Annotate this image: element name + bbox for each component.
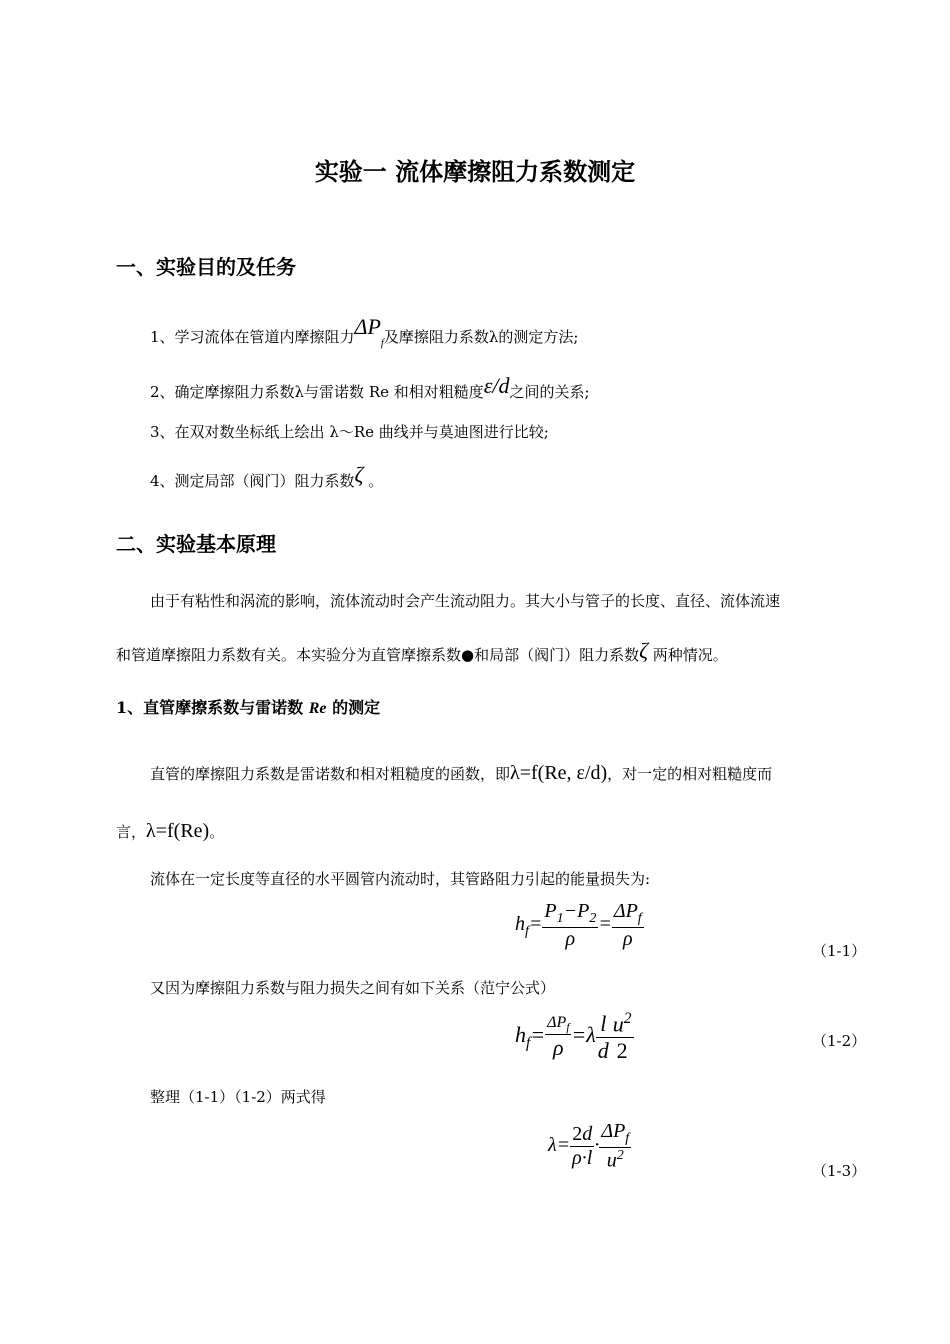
- subscript-f: f: [380, 338, 384, 349]
- page-title: 实验一 流体摩擦阻力系数测定: [314, 157, 636, 186]
- paragraph-line: [116, 640, 728, 666]
- equation-1-3: λ= $\frac{2d}{\rho\cdot l}$ · $\frac{\Delta P_f}{u^2}$: [548, 1120, 630, 1172]
- equation-number: （1-2）: [812, 1032, 867, 1050]
- item-text: 1、学习流体在管道内摩擦阻力: [150, 328, 355, 346]
- paragraph-line: 又因为摩擦阻力系数与阻力损失之间有如下关系（范宁公式）: [150, 979, 556, 997]
- delta-p-symbol: ΔP: [354, 314, 381, 339]
- subsection-text: 的测定: [326, 698, 381, 717]
- paragraph-line: 流体在一定长度等直径的水平圆管内流动时，其管路阻力引起的能量损失为:: [150, 870, 651, 888]
- paragraph-line: [116, 820, 224, 843]
- objective-item-1: [150, 314, 579, 349]
- objective-item-3: [150, 421, 549, 442]
- equation-1-2: $h_f=$ $\frac{\Delta P_f}{\rho}$ =λ $\frac{l}{d}$ $\frac{u^2}{2}$: [515, 1010, 632, 1064]
- item-text: 4、测定局部（阀门）阻力系数: [150, 472, 355, 490]
- zeta-symbol: ζ: [639, 638, 649, 663]
- inline-formula: λ=f(Re, ε/d): [510, 762, 608, 784]
- item-text: 之间的关系;: [509, 383, 590, 401]
- paragraph-line: [150, 762, 772, 785]
- objective-item-4: [150, 462, 384, 492]
- section-heading-principle: 二、实验基本原理: [116, 532, 276, 556]
- roughness-symbol: ε/d: [483, 373, 510, 398]
- section-heading-objectives: 一、实验目的及任务: [116, 255, 296, 279]
- paragraph-line: 由于有粘性和涡流的影响，流体流动时会产生流动阻力。其大小与管子的长度、直径、流体流速: [150, 592, 781, 610]
- paragraph-text: 和局部（阀门）阻力系数: [474, 646, 640, 664]
- paragraph-text: 言，: [116, 823, 147, 841]
- item-text: 及摩擦阻力系数λ的测定方法;: [383, 328, 579, 346]
- inline-formula: λ=f(Re): [146, 820, 210, 842]
- reynolds-symbol: Re: [308, 700, 327, 717]
- zeta-symbol: ζ: [354, 462, 364, 487]
- paragraph-text: 。: [209, 823, 225, 841]
- bullet-symbol: ●: [461, 646, 475, 664]
- subsection-heading: [116, 695, 380, 718]
- item-text: 。: [363, 472, 384, 490]
- equation-number: （1-1）: [812, 942, 867, 960]
- paragraph-text: 两种情况。: [648, 646, 728, 664]
- paragraph-text: 和管道摩擦阻力系数有关。本实验分为直管摩擦系数: [116, 646, 462, 664]
- objective-item-2: [150, 373, 590, 403]
- paragraph-text: ，对一定的相对粗糙度而: [607, 765, 773, 783]
- item-text: 3、在双对数坐标纸上绘出 λ～Re 曲线并与莫迪图进行比较;: [150, 423, 549, 441]
- equation-1-1: $h_f=$ $\frac{P_1-P_2}{\rho}$ = $\frac{\Delta P_f}{\rho}$: [515, 900, 642, 950]
- paragraph-line: 整理（1-1）（1-2）两式得: [150, 1088, 326, 1106]
- item-text: 2、确定摩擦阻力系数λ与雷诺数 Re 和相对粗糙度: [150, 383, 484, 401]
- paragraph-text: 直管的摩擦阻力系数是雷诺数和相对粗糙度的函数，即: [150, 765, 511, 783]
- subsection-text: 1、直管摩擦系数与雷诺数: [116, 698, 309, 717]
- equation-number: （1-3）: [812, 1162, 867, 1180]
